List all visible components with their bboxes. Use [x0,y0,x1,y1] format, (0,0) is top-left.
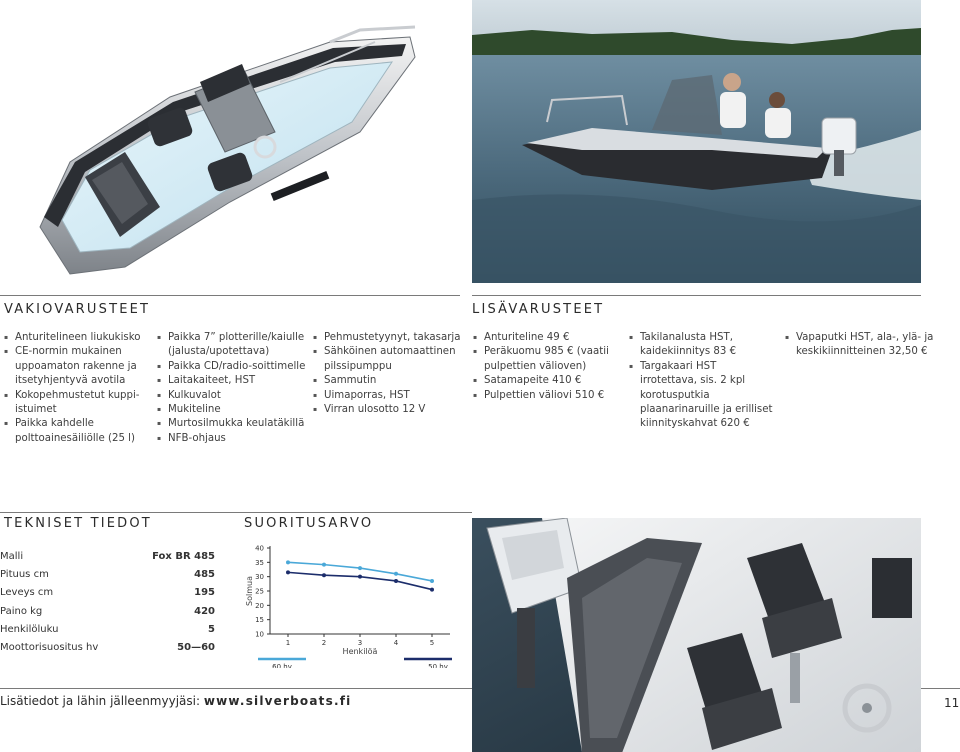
y-tick-label: 35 [255,558,264,567]
standard-equipment-heading: VAKIOVARUSTEET [4,302,151,317]
spec-label: Pituus cm [0,568,49,580]
specs-heading: TEKNISET TIEDOT [4,516,152,531]
spec-table [0,547,215,657]
list-item: ▪ Anturitelineen liukukisko [4,331,144,345]
list-item: ▪ Paikka CD/radio-soittimelle [157,360,307,374]
list-item: ▪ NFB-ohjaus [157,432,307,446]
spec-label: Paino kg [0,605,43,617]
spec-row [0,638,215,656]
data-point [322,573,326,577]
data-point [430,588,434,592]
spec-row [0,565,215,583]
footer [0,694,351,708]
spec-label: Leveys cm [0,587,54,599]
y-axis-title: Solmua [245,576,254,606]
list-item: ▪ Pehmustetyynyt, takasarja [313,331,463,345]
spec-row [0,620,215,638]
list-item: ▪ Uimaporras, HST [313,389,463,403]
standard-list-col2 [157,331,307,446]
spec-label: Henkilöluku [0,623,59,635]
spec-value: 420 [194,605,215,617]
extras-list-col1 [473,331,623,403]
y-tick-label: 30 [255,573,264,582]
extras-list-col3 [785,331,935,360]
data-point [394,572,398,576]
spec-value: 5 [208,623,215,635]
x-tick-label: 2 [321,639,327,647]
list-item: ▪ Laitakaiteet, HST [157,374,307,388]
y-tick-label: 20 [255,601,264,610]
list-item: ▪ Satamapeite 410 € [473,374,623,388]
x-axis-title: Henkilöä [342,647,378,656]
standard-heading-rule [0,295,460,296]
spec-value: 485 [194,568,215,580]
boat-interior-photo [472,518,921,752]
list-item: ▪ Paikka kahdelle polttoainesäiliölle (25 l) [4,417,144,446]
list-item: ▪ Sähköinen automaattinen pilssipumppu [313,345,463,374]
data-point [430,579,434,583]
list-item: ▪ CE-normin mukainen uppoamaton rakenne ja itsetyhjentyvä avotila [4,345,144,388]
performance-chart [236,540,460,668]
standard-list-col3 [313,331,463,417]
list-item: ▪ Paikka 7” plotterille/kaiulle (jalusta/upotettava) [157,331,307,360]
list-item: ▪ Vapaputki HST, ala-, ylä- ja keskikiinnitteinen 32,50 € [785,331,935,360]
spec-row [0,547,215,565]
y-tick-label: 15 [255,616,264,625]
list-item: ▪ Peräkuomu 985 € (vaatii pulpettien välioven) [473,345,623,374]
data-point [286,570,290,574]
spec-value: 195 [194,587,215,599]
y-tick-label: 25 [255,587,264,596]
list-item: ▪ Murtosilmukka keulatäkillä [157,417,307,431]
data-point [394,579,398,583]
boat-top-view-photo [30,12,425,282]
list-item: ▪ Targakaari HST irrotettava, sis. 2 kpl korotusputkia plaanarinaruille ja erilliset kiinnityskahvat 620 € [629,360,774,432]
spec-value: 50—60 [177,642,215,654]
specs-heading-rule [0,512,472,513]
footer-rule [0,688,472,689]
x-tick-label: 5 [429,639,435,647]
boat-on-water-photo [472,0,921,283]
list-item: ▪ Sammutin [313,374,463,388]
standard-list-col1 [4,331,144,446]
list-item: ▪ Kulkuvalot [157,389,307,403]
page-number-rule [921,688,960,689]
performance-heading: SUORITUSARVO [244,516,374,531]
list-item: ▪ Takilanalusta HST, kaidekiinnitys 83 € [629,331,774,360]
list-item: ▪ Virran ulosotto 12 V [313,403,463,417]
list-item: ▪ Kokopehmustetut kuppi-istuimet [4,389,144,418]
list-item: ▪ Pulpettien väliovi 510 € [473,389,623,403]
list-item: ▪ Anturiteline 49 € [473,331,623,345]
x-tick-label: 4 [393,639,399,647]
footer-url-link[interactable]: www.silverboats.fi [203,694,352,708]
extras-heading-rule [472,295,921,296]
footer-label: Lisätiedot ja lähin jälleenmyyjäsi: [0,694,201,708]
data-point [358,575,362,579]
spec-row [0,602,215,620]
spec-label: Moottorisuositus hv [0,642,99,654]
extras-heading: LISÄVARUSTEET [472,302,605,317]
extras-list-col2 [629,331,774,432]
spec-value: Fox BR 485 [152,550,215,562]
data-point [286,560,290,564]
spec-label: Malli [0,550,24,562]
data-point [322,563,326,567]
legend-label: 50 hv [428,663,448,668]
data-point [358,566,362,570]
page-number: 11 [944,696,960,710]
y-tick-label: 40 [255,544,264,553]
x-tick-label: 1 [285,639,291,647]
x-tick-label: 3 [357,639,363,647]
list-item: ▪ Mukiteline [157,403,307,417]
legend-label: 60 hv [272,663,292,668]
y-tick-label: 10 [255,630,264,639]
spec-row [0,584,215,602]
